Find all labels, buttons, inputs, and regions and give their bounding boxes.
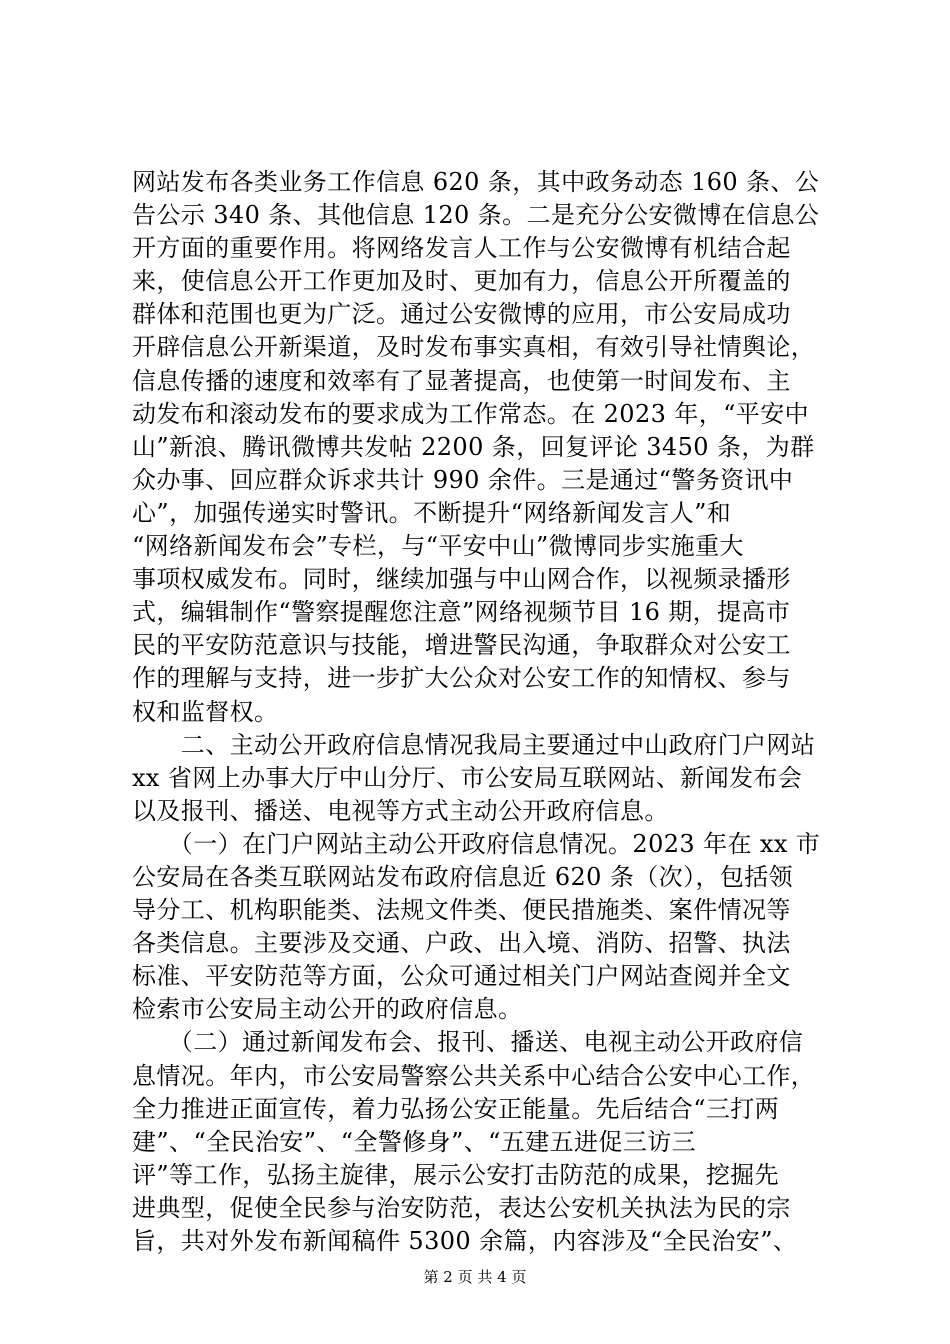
text-line: 旨，共对外发布新闻稿件 5300 余篇，内容涉及“全民治安”、 xyxy=(132,1227,798,1255)
text-line: 评”等工作，弘扬主旋律，展示公安打击防范的成果，挖掘先 xyxy=(132,1160,780,1189)
text-line: （二）通过新闻发布会、报刊、播送、电视主动公开政府信 xyxy=(132,1028,804,1057)
text-line: 告公示 340 条、其他信息 120 条。二是充分公安微博在信息公 xyxy=(132,201,820,230)
text-line: 来，使信息公开工作更加及时、更加有力，信息公开所覆盖的 xyxy=(132,267,791,296)
text-line: 以及报刊、播送、电视等方式主动公开政府信息。 xyxy=(132,796,669,825)
text-line: 各类信息。主要涉及交通、户政、出入境、消防、招警、执法 xyxy=(132,929,791,958)
text-line: 众办事、回应群众诉求共计 990 余件。三是通过“警务资讯中 xyxy=(132,465,794,494)
text-line: “网络新闻发布会”专栏，与“平安中山”微博同步实施重大 xyxy=(132,532,744,561)
text-line: 息情况。年内，市公安局警察公共关系中心结合公安中心工作， xyxy=(132,1061,816,1090)
text-line: 开方面的重要作用。将网络发言人工作与公安微博有机结合起 xyxy=(132,234,791,263)
text-line: 事项权威发布。同时，继续加强与中山网合作，以视频录播形 xyxy=(132,565,791,594)
text-line: 导分工、机构职能类、法规文件类、便民措施类、案件情况等 xyxy=(132,896,791,925)
text-line: 建”、“全民治安”、“全警修身”、“五建五进促三访三 xyxy=(132,1127,697,1156)
text-line: 作的理解与支持，进一步扩大公众对公安工作的知情权、参与 xyxy=(132,664,791,693)
text-line: 权和监督权。 xyxy=(132,697,279,726)
text-line: xx 省网上办事大厅中山分厅、市公安局互联网站、新闻发布会 xyxy=(132,763,803,792)
text-line: （一）在门户网站主动公开政府信息情况。2023 年在 xx 市 xyxy=(132,829,821,858)
text-line: 群体和范围也更为广泛。通过公安微博的应用，市公安局成功 xyxy=(132,300,791,329)
text-line: 全力推进正面宣传，着力弘扬公安正能量。先后结合“三打两 xyxy=(132,1094,780,1123)
page-footer: 第 2 页 共 4 页 xyxy=(423,1268,527,1286)
text-line: 公安局在各类互联网站发布政府信息近 620 条（次），包括领 xyxy=(132,862,794,891)
text-line: 开辟信息公开新渠道，及时发布事实真相，有效引导社情舆论， xyxy=(132,333,816,362)
body-text xyxy=(132,166,832,1258)
text-line: 网站发布各类业务工作信息 620 条，其中政务动态 160 条、公 xyxy=(132,168,820,196)
text-line: 进典型，促使全民参与治安防范，表达公安机关执法为民的宗 xyxy=(132,1193,791,1222)
text-line: 动发布和滚动发布的要求成为工作常态。在 2023 年，“平安中 xyxy=(132,399,810,428)
text-line: 心”，加强传递实时警讯。不断提升“网络新闻发言人”和 xyxy=(132,498,732,527)
text-line: 标准、平安防范等方面，公众可通过相关门户网站查阅并全文 xyxy=(132,962,791,991)
text-line: 山”新浪、腾讯微博共发帖 2200 条，回复评论 3450 条，为群 xyxy=(132,432,815,461)
text-line: 检索市公安局主动公开的政府信息。 xyxy=(132,995,523,1024)
text-line: 信息传播的速度和效率有了显著提高，也使第一时间发布、主 xyxy=(132,366,791,395)
text-line: 式，编辑制作“警察提醒您注意”网络视频节目 16 期，提高市 xyxy=(132,598,791,627)
text-line: 民的平安防范意识与技能，增进警民沟通，争取群众对公安工 xyxy=(132,631,791,660)
text-line: 二、主动公开政府信息情况我局主要通过中山政府门户网站 xyxy=(132,730,816,759)
